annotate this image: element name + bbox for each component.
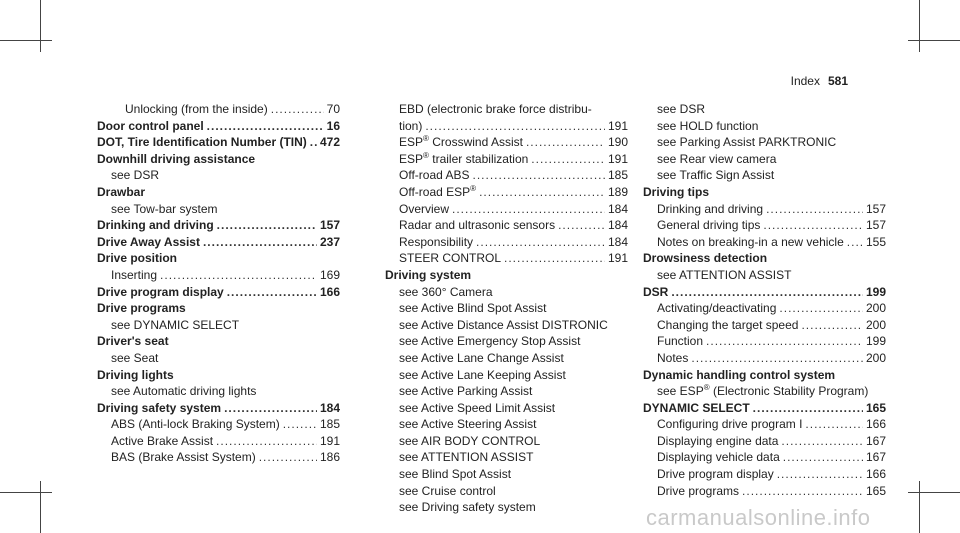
dot-leader [214, 217, 317, 234]
entry-text: Drowsiness detection [643, 251, 768, 266]
crop-mark [919, 0, 920, 52]
entry-text: Drinking and driving [657, 201, 764, 216]
index-heading [385, 267, 628, 284]
entry-text: Configuring drive program I [657, 417, 803, 432]
entry-text: see Active Blind Spot Assist [399, 301, 547, 316]
crop-mark [40, 0, 41, 52]
index-subentry [385, 167, 628, 184]
entry-text: see Active Speed Limit Assist [399, 400, 556, 415]
index-subentry [97, 449, 340, 466]
dot-leader [776, 300, 863, 317]
entry-text: Inserting [111, 267, 158, 282]
dot-leader [760, 217, 863, 234]
index-subentry [643, 383, 886, 400]
index-heading [643, 400, 886, 417]
page-header [791, 74, 848, 88]
index-subentry [643, 167, 886, 184]
page-ref: 200 [865, 317, 886, 332]
entry-text: Notes [657, 350, 689, 365]
entry-text: DSR [643, 284, 669, 299]
entry-text: ESP® trailer stabilization [399, 150, 529, 166]
page-ref: 184 [319, 400, 340, 415]
entry-text: DYNAMIC SELECT [643, 400, 750, 415]
entry-text: Drawbar [97, 184, 146, 199]
crop-mark [908, 40, 960, 41]
page-ref: 199 [865, 284, 886, 299]
index-subentry [97, 433, 340, 450]
index-subentry [385, 383, 628, 400]
index-subentry [385, 300, 628, 317]
index-column-1 [97, 101, 340, 466]
index-subentry [643, 317, 886, 334]
index-subentry [385, 217, 628, 234]
page-ref: 165 [865, 400, 886, 415]
crop-mark [919, 481, 920, 533]
entry-text: Door control panel [97, 118, 204, 133]
page-ref: 70 [326, 102, 340, 116]
entry-text: Drive program display [97, 284, 224, 299]
index-subentry [385, 499, 628, 516]
dot-leader [802, 416, 863, 433]
index-subentry [385, 317, 628, 334]
watermark: carmanualsonline.info [646, 505, 871, 530]
registered-mark: ® [703, 383, 710, 393]
index-column-2 [385, 101, 628, 516]
index-subentry [385, 433, 628, 450]
index-heading [97, 184, 340, 201]
page-ref: 191 [607, 118, 628, 133]
entry-text: Drinking and driving [97, 218, 214, 233]
entry-text: Drive position [97, 251, 178, 266]
index-heading [643, 184, 886, 201]
dot-leader [688, 350, 863, 367]
entry-text: EBD (electronic brake force distribu- [399, 102, 592, 116]
entry-text: ABS (Anti-lock Braking System) [111, 417, 280, 432]
page-ref: 155 [865, 234, 886, 249]
entry-text: see Active Lane Change Assist [399, 350, 564, 365]
index-heading [643, 250, 886, 267]
crop-mark [0, 492, 52, 493]
entry-text: see DSR [657, 102, 706, 116]
page-ref: 16 [326, 118, 340, 133]
index-heading [97, 367, 340, 384]
entry-text: see HOLD function [657, 118, 759, 133]
entry-text: DOT, Tire Identification Number (TIN) [97, 135, 307, 150]
entry-text: Activating/deactivating [657, 301, 777, 316]
entry-text: Drive program display [657, 467, 774, 482]
page-ref: 200 [865, 301, 886, 316]
dot-leader [750, 400, 863, 417]
entry-text: Off-road ABS [399, 168, 470, 183]
entry-text: Function [657, 334, 704, 349]
entry-text: Unlocking (from the inside) [125, 102, 268, 116]
dot-leader [780, 449, 863, 466]
entry-text: Responsibility [399, 234, 474, 249]
dot-leader [523, 134, 605, 151]
dot-leader [307, 134, 317, 151]
index-subentry [385, 118, 628, 135]
page-ref: 157 [319, 218, 340, 233]
page-ref: 185 [319, 417, 340, 432]
page-ref: 165 [865, 483, 886, 498]
entry-text: see Blind Spot Assist [399, 467, 512, 482]
registered-mark: ® [423, 150, 429, 160]
entry-text: see DSR [111, 168, 160, 183]
index-subentry [385, 101, 628, 118]
index-subentry [643, 449, 886, 466]
page-ref: 184 [607, 201, 628, 216]
dot-leader [501, 250, 605, 267]
index-subentry [643, 217, 886, 234]
entry-text: General driving tips [657, 218, 761, 233]
index-subentry [385, 284, 628, 301]
index-subentry [643, 101, 886, 118]
index-subentry [97, 416, 340, 433]
entry-text: ESP® Crosswind Assist [399, 134, 523, 150]
index-subentry [385, 234, 628, 251]
page-ref: 184 [607, 218, 628, 233]
index-subentry [97, 101, 340, 118]
index-subentry [97, 317, 340, 334]
entry-text: Driving system [385, 267, 472, 282]
page-ref: 166 [865, 417, 886, 432]
index-heading [97, 118, 340, 135]
dot-leader [774, 466, 863, 483]
index-subentry [385, 134, 628, 151]
index-subentry [643, 333, 886, 350]
dot-leader [213, 433, 317, 450]
dot-leader [778, 433, 863, 450]
dot-leader [469, 167, 604, 184]
dot-leader [668, 284, 863, 301]
index-subentry [385, 350, 628, 367]
index-heading [643, 284, 886, 301]
entry-text: see Tow-bar system [111, 201, 218, 216]
index-heading [643, 367, 886, 384]
index-subentry [385, 184, 628, 201]
entry-text: Changing the target speed [657, 317, 799, 332]
entry-text: Displaying vehicle data [657, 450, 780, 465]
page-ref: 157 [865, 218, 886, 233]
page-ref: 167 [865, 433, 886, 448]
entry-text: see Active Steering Assist [399, 417, 537, 432]
entry-text: tion) [399, 118, 423, 133]
index-subentry [385, 483, 628, 500]
index-subentry [385, 367, 628, 384]
entry-text: BAS (Brake Assist System) [111, 450, 256, 465]
page-ref: 200 [865, 350, 886, 365]
index-subentry [385, 151, 628, 168]
index-subentry [385, 416, 628, 433]
index-subentry [643, 483, 886, 500]
entry-text: Drive programs [97, 301, 186, 316]
entry-text: see Rear view camera [657, 151, 777, 166]
index-subentry [643, 416, 886, 433]
page-ref: 199 [865, 334, 886, 349]
entry-text: see ESP® (Electronic Stability Program) [657, 383, 869, 399]
page-ref: 191 [319, 433, 340, 448]
dot-leader [476, 184, 605, 201]
page-ref: 191 [607, 251, 628, 266]
entry-text: see Driving safety system [399, 500, 536, 515]
dot-leader [268, 101, 324, 118]
entry-text: see Seat [111, 350, 159, 365]
dot-leader [555, 217, 605, 234]
index-subentry [643, 267, 886, 284]
index-subentry [643, 300, 886, 317]
entry-text: Displaying engine data [657, 433, 779, 448]
index-subentry [385, 250, 628, 267]
entry-text: see Traffic Sign Assist [657, 168, 775, 183]
entry-text: Notes on breaking-in a new vehicle [657, 234, 844, 249]
index-subentry [643, 433, 886, 450]
entry-text: Dynamic handling control system [643, 367, 836, 382]
page-ref: 166 [865, 467, 886, 482]
dot-leader [204, 118, 324, 135]
page-ref: 166 [319, 284, 340, 299]
dot-leader [844, 234, 863, 251]
index-subentry [97, 167, 340, 184]
page-ref: 169 [319, 267, 340, 282]
dot-leader [256, 449, 317, 466]
index-subentry [97, 350, 340, 367]
entry-text: see Automatic driving lights [111, 384, 257, 399]
entry-text: Driving tips [643, 184, 710, 199]
index-subentry [97, 267, 340, 284]
index-heading [97, 234, 340, 251]
dot-leader [221, 400, 317, 417]
index-subentry [643, 234, 886, 251]
page-ref: 167 [865, 450, 886, 465]
index-heading [97, 300, 340, 317]
entry-text: Radar and ultrasonic sensors [399, 218, 556, 233]
entry-text: see ATTENTION ASSIST [657, 267, 792, 282]
page-ref: 190 [607, 135, 628, 150]
entry-text: see AIR BODY CONTROL [399, 433, 541, 448]
dot-leader [763, 201, 863, 218]
registered-mark: ® [423, 134, 429, 144]
page-number: 581 [827, 74, 848, 88]
entry-text: Downhill driving assistance [97, 151, 256, 166]
index-subentry [643, 350, 886, 367]
dot-leader [473, 234, 605, 251]
index-heading [97, 151, 340, 168]
entry-text: Driving lights [97, 367, 174, 382]
index-heading [97, 333, 340, 350]
dot-leader [422, 118, 605, 135]
crop-mark [0, 40, 52, 41]
page-ref: 191 [607, 151, 628, 166]
index-heading [97, 250, 340, 267]
index-heading [97, 400, 340, 417]
index-column-3 [643, 101, 886, 499]
entry-text: Driving safety system [97, 400, 222, 415]
dot-leader [157, 267, 317, 284]
index-heading [97, 217, 340, 234]
entry-text: see Active Emergency Stop Assist [399, 334, 581, 349]
entry-text: Driver's seat [97, 334, 169, 349]
page-ref: 189 [607, 184, 628, 199]
entry-text: see DYNAMIC SELECT [111, 317, 240, 332]
index-subentry [643, 118, 886, 135]
page-ref: 157 [865, 201, 886, 216]
page-ref: 186 [319, 450, 340, 465]
entry-text: see Active Lane Keeping Assist [399, 367, 566, 382]
crop-mark [908, 492, 960, 493]
entry-text: Active Brake Assist [111, 433, 214, 448]
entry-text: see Parking Assist PARKTRONIC [657, 135, 837, 150]
entry-text: Drive Away Assist [97, 234, 200, 249]
index-subentry [385, 449, 628, 466]
dot-leader [200, 234, 317, 251]
registered-mark: ® [470, 183, 477, 193]
page-ref: 184 [607, 234, 628, 249]
entry-text: STEER CONTROL [399, 251, 502, 266]
index-subentry [97, 383, 340, 400]
entry-text: see ATTENTION ASSIST [399, 450, 534, 465]
dot-leader [703, 333, 863, 350]
entry-text: see Cruise control [399, 483, 496, 498]
entry-text: Off-road ESP® [399, 183, 477, 199]
entry-text: Drive programs [657, 483, 740, 498]
dot-leader [280, 416, 317, 433]
header-label: Index [790, 74, 820, 88]
index-subentry [643, 466, 886, 483]
index-subentry [385, 400, 628, 417]
page-ref: 237 [319, 234, 340, 249]
index-subentry [643, 151, 886, 168]
index-subentry [385, 466, 628, 483]
index-subentry [643, 134, 886, 151]
index-subentry [385, 333, 628, 350]
index-heading [97, 134, 340, 151]
dot-leader [528, 151, 605, 168]
index-heading [97, 284, 340, 301]
dot-leader [449, 201, 605, 218]
crop-mark [40, 481, 41, 533]
entry-text: see 360° Camera [399, 284, 493, 299]
index-subentry [97, 201, 340, 218]
dot-leader [224, 284, 317, 301]
entry-text: see Active Distance Assist DISTRONIC [399, 317, 608, 332]
page-ref: 472 [319, 135, 340, 150]
entry-text: see Active Parking Assist [399, 384, 533, 399]
entry-text: Overview [399, 201, 450, 216]
index-subentry [643, 201, 886, 218]
dot-leader [739, 483, 863, 500]
index-subentry [385, 201, 628, 218]
dot-leader [798, 317, 863, 334]
page-ref: 185 [607, 168, 628, 183]
